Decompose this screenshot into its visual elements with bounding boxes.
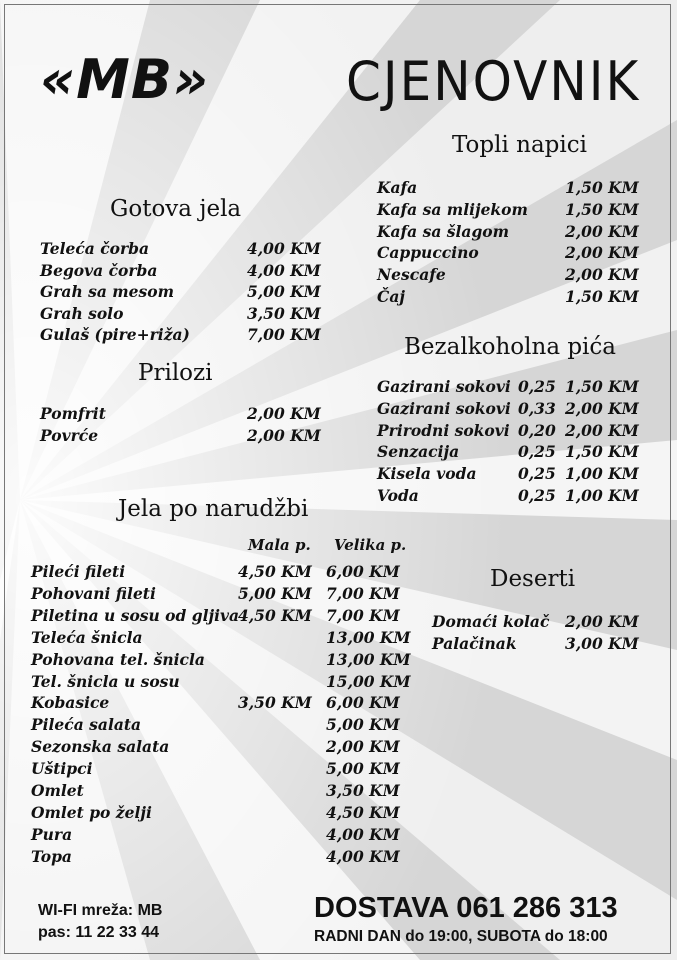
item-name: Gazirani sokovi: [377, 398, 511, 418]
item-name: Pohovani fileti: [31, 583, 156, 603]
item-price: 4,00 KM: [247, 239, 321, 258]
item-price-large: 4,50 KM: [326, 802, 400, 822]
item-name: Topa: [31, 846, 72, 866]
item-name: Begova čorba: [40, 260, 158, 280]
item-name: Pura: [31, 824, 73, 844]
item-name: Teleća čorba: [40, 239, 150, 258]
item-name: Domaći kolač: [432, 612, 550, 631]
item-price: 4,00 KM: [247, 260, 321, 280]
item-name: Teleća šnicla: [31, 627, 143, 647]
item-name: Sezonska salata: [31, 737, 170, 757]
item-size: 0,25: [518, 464, 556, 484]
item-name: Kafa: [377, 178, 418, 197]
item-price-small: 4,50 KM: [238, 605, 312, 625]
section-title-prilozi: Prilozi: [138, 360, 213, 386]
item-price-large: 6,00 KM: [326, 562, 400, 581]
item-size: 0,25: [518, 377, 556, 396]
item-name: Pohovana tel. šnicla: [31, 649, 205, 669]
delivery-phone: DOSTAVA 061 286 313: [314, 892, 618, 924]
item-price: 2,00 KM: [247, 426, 321, 445]
item-name: Pomfrit: [40, 404, 106, 423]
item-name: Gazirani sokovi: [377, 377, 511, 396]
section-title-bezalkoholna-pica: Bezalkoholna pića: [404, 334, 617, 360]
item-price: 2,00 KM: [565, 265, 639, 285]
item-name: Grah solo: [40, 303, 124, 323]
item-name: Omlet po želji: [31, 802, 152, 822]
item-name: Povrće: [40, 426, 99, 445]
item-price: 2,00 KM: [565, 612, 639, 631]
column-header-velika: Velika p.: [334, 536, 407, 554]
item-price: 1,50 KM: [565, 178, 639, 197]
item-price-large: 4,00 KM: [326, 824, 400, 844]
item-price-small: 5,00 KM: [238, 583, 312, 603]
item-name: Cappuccino: [377, 243, 479, 263]
working-hours: RADNI DAN do 19:00, SUBOTA do 18:00: [314, 928, 608, 945]
item-name: Palačinak: [432, 634, 517, 653]
item-price: 2,00 KM: [247, 404, 321, 423]
mb-logo: «MB»: [40, 48, 210, 111]
item-size: 0,20: [518, 420, 556, 440]
header: [40, 44, 640, 120]
wifi-info: [38, 900, 162, 944]
item-price: 1,50 KM: [565, 287, 639, 306]
section-title-deserti: Deserti: [490, 566, 576, 592]
item-name: Nescafe: [377, 265, 446, 285]
item-name: Senzacija: [377, 442, 460, 462]
item-name: Kobasice: [31, 693, 110, 713]
item-name: Prirodni sokovi: [377, 420, 510, 440]
item-name: Čaj: [377, 287, 405, 306]
item-name: Gulaš (pire+riža): [40, 325, 190, 345]
item-price-small: 3,50 KM: [238, 693, 312, 713]
item-price: 2,00 KM: [565, 420, 639, 440]
item-name: Kafa sa mlijekom: [377, 199, 528, 219]
item-name: Piletina u sosu od gljiva: [31, 605, 240, 625]
item-price-large: 7,00 KM: [326, 605, 400, 625]
section-title-jela-po-narudzbi: Jela po narudžbi: [118, 496, 309, 522]
item-name: Kafa sa šlagom: [377, 221, 510, 241]
page-title: CJENOVNIK: [346, 50, 641, 113]
item-size: 0,25: [518, 442, 556, 462]
wifi-network: WI-FI mreža: MB: [38, 902, 163, 919]
item-price-large: 3,50 KM: [326, 781, 400, 800]
item-name: Voda: [377, 486, 419, 505]
item-price-large: 13,00 KM: [326, 627, 411, 647]
item-price: 3,00 KM: [565, 634, 639, 653]
item-name: Tel. šnicla u sosu: [31, 671, 180, 691]
item-price: 2,00 KM: [565, 398, 639, 418]
section-title-gotova-jela: Gotova jela: [110, 196, 242, 222]
item-size: 0,25: [518, 486, 556, 505]
item-price: 7,00 KM: [247, 325, 321, 345]
item-price-large: 15,00 KM: [326, 671, 411, 691]
item-price: 1,50 KM: [565, 199, 639, 219]
item-price: 5,00 KM: [247, 282, 321, 302]
column-header-mala: Mala p.: [248, 536, 311, 554]
item-name: Kisela voda: [377, 464, 477, 484]
item-price-large: 13,00 KM: [326, 649, 411, 669]
item-name: Pileći fileti: [31, 562, 126, 581]
item-price: 1,50 KM: [565, 442, 639, 462]
item-price-large: 5,00 KM: [326, 715, 400, 735]
item-name: Uštipci: [31, 759, 93, 779]
item-price-large: 6,00 KM: [326, 693, 400, 713]
section-title-topli-napici: Topli napici: [452, 132, 587, 158]
item-price-large: 7,00 KM: [326, 583, 400, 603]
item-price: 1,50 KM: [565, 377, 639, 396]
item-name: Pileća salata: [31, 715, 142, 735]
item-price: 1,00 KM: [565, 486, 639, 505]
item-name: Grah sa mesom: [40, 282, 175, 302]
item-price-small: 4,50 KM: [238, 562, 312, 581]
item-price: 1,00 KM: [565, 464, 639, 484]
item-price: 3,50 KM: [247, 303, 321, 323]
item-price-large: 4,00 KM: [326, 846, 400, 866]
wifi-password: pas: 11 22 33 44: [38, 924, 159, 941]
item-price: 2,00 KM: [565, 221, 639, 241]
item-name: Omlet: [31, 781, 84, 800]
item-price-large: 2,00 KM: [326, 737, 400, 757]
item-size: 0,33: [518, 398, 556, 418]
item-price-large: 5,00 KM: [326, 759, 400, 779]
item-price: 2,00 KM: [565, 243, 639, 263]
